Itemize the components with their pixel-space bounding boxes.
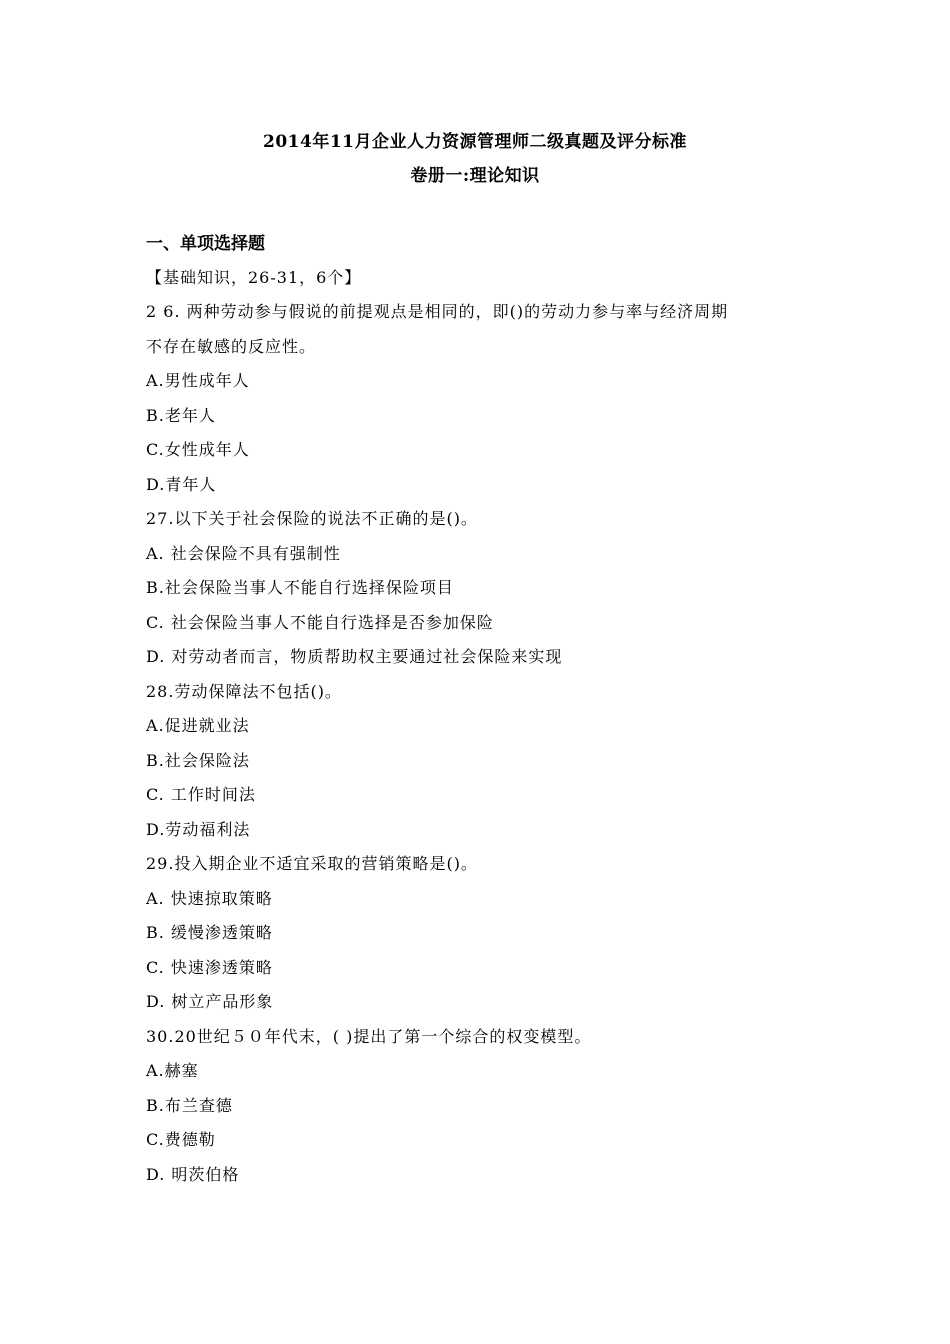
option-line: C. 社会保险当事人不能自行选择是否参加保险 [146,613,494,632]
option-line: A. 社会保险不具有强制性 [146,544,341,563]
question-30-text: 30.20世纪５０年代末，( )提出了第一个综合的权变模型。 [146,1027,592,1046]
option-line: B.社会保险法 [146,751,250,770]
question-28-text: 28.劳动保障法不包括()。 [146,682,342,701]
option-line: C. 快速渗透策略 [146,958,273,977]
category-note: 【基础知识，26-31，6个】 [146,268,362,287]
question-26-text-cont: 不存在敏感的反应性。 [146,337,317,356]
option-line: A. 快速掠取策略 [146,889,273,908]
document-title: 2014年11月企业人力资源管理师二级真题及评分标准 [263,132,687,152]
option-line: A.促进就业法 [146,716,250,735]
option-line: A.赫塞 [146,1061,199,1080]
option-line: B.老年人 [146,406,216,425]
question-26-text: 2 6. 两种劳动参与假说的前提观点是相同的，即()的劳动力参与率与经济周期 [146,302,729,321]
option-line: D. 对劳动者而言，物质帮助权主要通过社会保险来实现 [146,647,563,666]
question-27-text: 27.以下关于社会保险的说法不正确的是()。 [146,509,478,528]
question-29-text: 29.投入期企业不适宜采取的营销策略是()。 [146,854,478,873]
option-line: D. 树立产品形象 [146,992,274,1011]
option-line: D.青年人 [146,475,217,494]
option-line: C.费德勒 [146,1130,216,1149]
option-line: C.女性成年人 [146,440,250,459]
option-line: B.社会保险当事人不能自行选择保险项目 [146,578,454,597]
option-line: B. 缓慢渗透策略 [146,923,273,942]
option-line: D.劳动福利法 [146,820,251,839]
section-heading: 一、单项选择题 [146,234,265,254]
document-subtitle: 卷册一:理论知识 [410,166,540,186]
option-line: B.布兰查德 [146,1096,233,1115]
option-line: C. 工作时间法 [146,785,256,804]
option-line: D. 明茨伯格 [146,1165,240,1184]
option-line: A.男性成年人 [146,371,250,390]
